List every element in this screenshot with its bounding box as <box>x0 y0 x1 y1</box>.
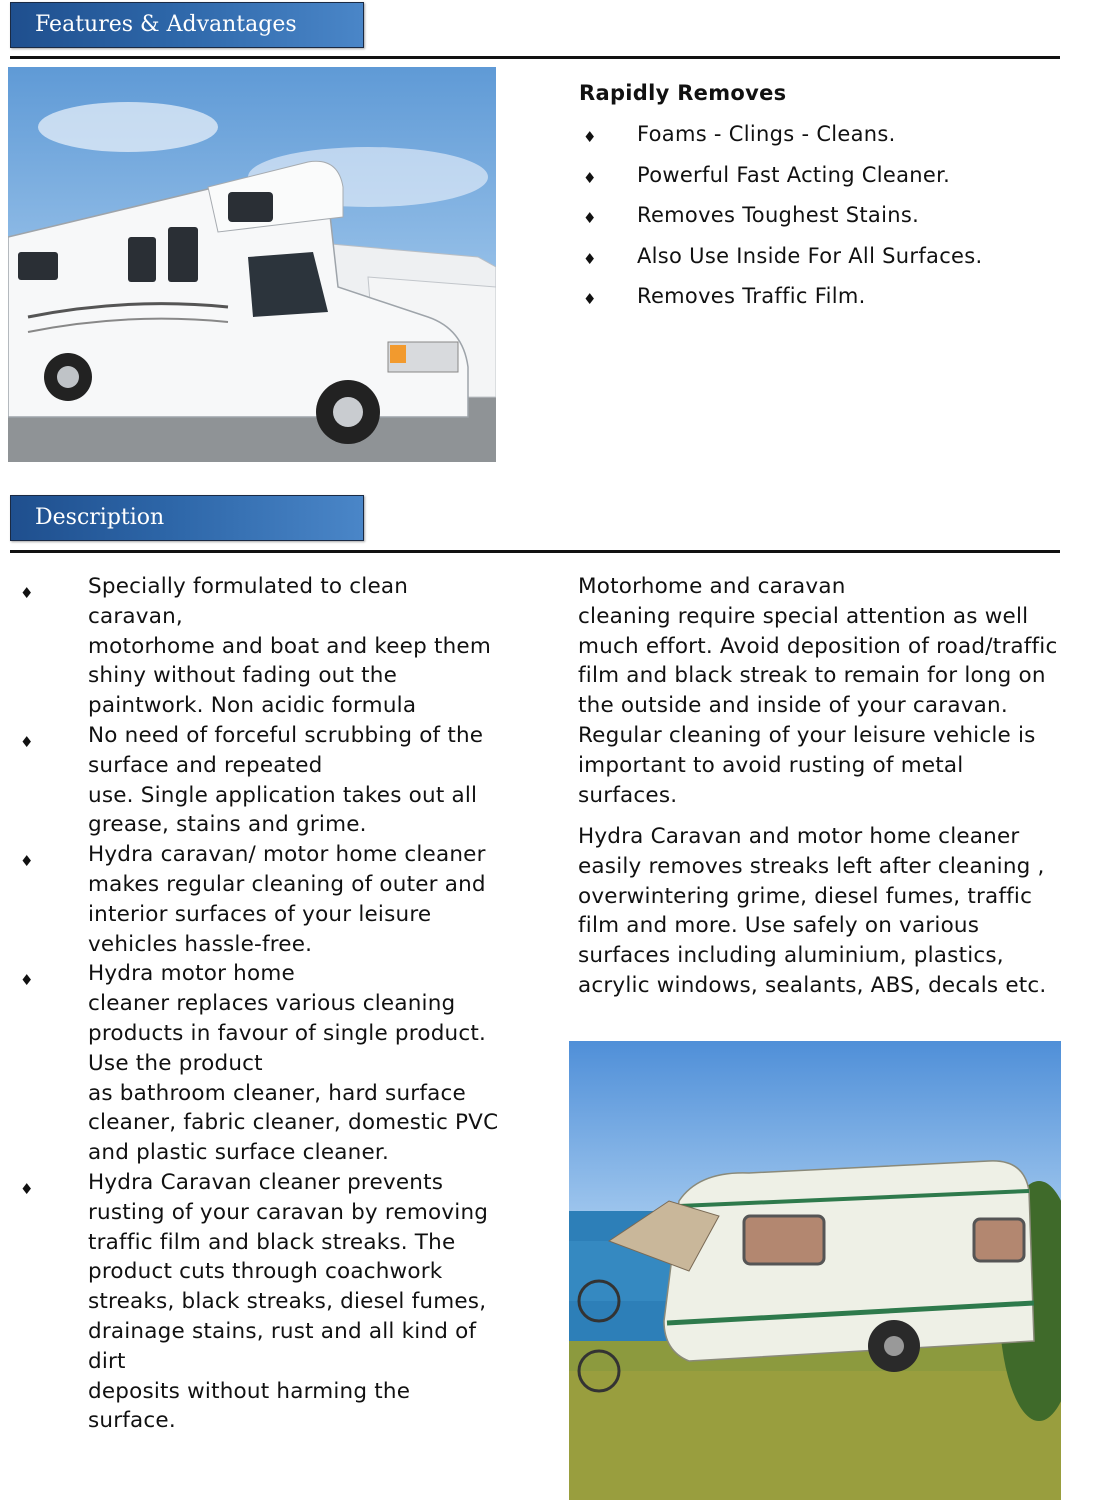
diamond-bullet-icon: ♦ <box>583 128 597 146</box>
diamond-bullet-icon: ♦ <box>20 584 34 602</box>
list-item: ♦ Foams - Clings - Cleans. <box>583 122 896 146</box>
list-item: ♦ Removes Toughest Stains. <box>583 203 920 227</box>
diamond-bullet-icon: ♦ <box>583 209 597 227</box>
diamond-bullet-icon: ♦ <box>20 971 34 990</box>
diamond-bullet-icon: ♦ <box>20 732 34 751</box>
list-item: ♦ Powerful Fast Acting Cleaner. <box>583 162 951 187</box>
description-banner <box>10 495 364 541</box>
list-item: ♦ Removes Traffic Film. <box>583 284 866 308</box>
description-paragraph-1: Motorhome and caravan cleaning require special attention as well much effort. Avoid deposition of road/traffic film and black streak to remain for long on the outside and inside of your caravan. Regular cleaning of your leisure vehicle is important to avoid rusting of metal surfaces. <box>578 574 1058 808</box>
description-title: Description <box>35 505 165 530</box>
list-item: ♦ Specially formulated to clean caravan, motorhome and boat and keep them shiny without fading out the paintwork. Non acidic formula <box>20 574 491 719</box>
features-list <box>581 122 1071 325</box>
features-advantages-banner <box>10 2 364 48</box>
list-item: ♦ Hydra Caravan cleaner prevents rusting of your caravan by removing traffic film and black streaks. The product cuts through coachwork streaks, black streaks, diesel fumes, drainage stains, rust and all kind of dirt deposits without harming the surface. <box>20 1169 489 1434</box>
features-heading: Rapidly Removes <box>579 81 787 105</box>
motorhome-photo <box>8 67 496 462</box>
diamond-bullet-icon: ♦ <box>20 1179 34 1198</box>
description-paragraph-2: Hydra Caravan and motor home cleaner easily removes streaks left after cleaning , overwintering grime, diesel fumes, traffic film and more. Use safely on various surfaces including aluminium, plastics, acrylic windows, sealants, ABS, decals etc. <box>578 824 1047 998</box>
description-list <box>10 572 500 1436</box>
features-advantages-title: Features & Advantages <box>35 12 297 37</box>
diamond-bullet-icon: ♦ <box>583 168 597 187</box>
description-divider <box>10 550 1060 553</box>
diamond-bullet-icon: ♦ <box>20 852 34 871</box>
caravan-photo <box>569 1041 1061 1500</box>
diamond-bullet-icon: ♦ <box>583 290 597 308</box>
diamond-bullet-icon: ♦ <box>583 249 597 268</box>
list-item: ♦ Hydra caravan/ motor home cleaner makes regular cleaning of outer and interior surfaces of your leisure vehicles hassle-free. <box>20 842 486 957</box>
list-item: ♦ Also Use Inside For All Surfaces. <box>583 243 983 268</box>
list-item: ♦ Hydra motor home cleaner replaces various cleaning products in favour of single product. Use the product as bathroom cleaner, hard surface cleaner, fabric cleaner, domestic PVC and plastic surface cleaner. <box>20 961 499 1166</box>
features-divider <box>10 56 1060 59</box>
list-item: ♦ No need of forceful scrubbing of the surface and repeated use. Single application takes out all grease, stains and grime. <box>20 722 484 838</box>
